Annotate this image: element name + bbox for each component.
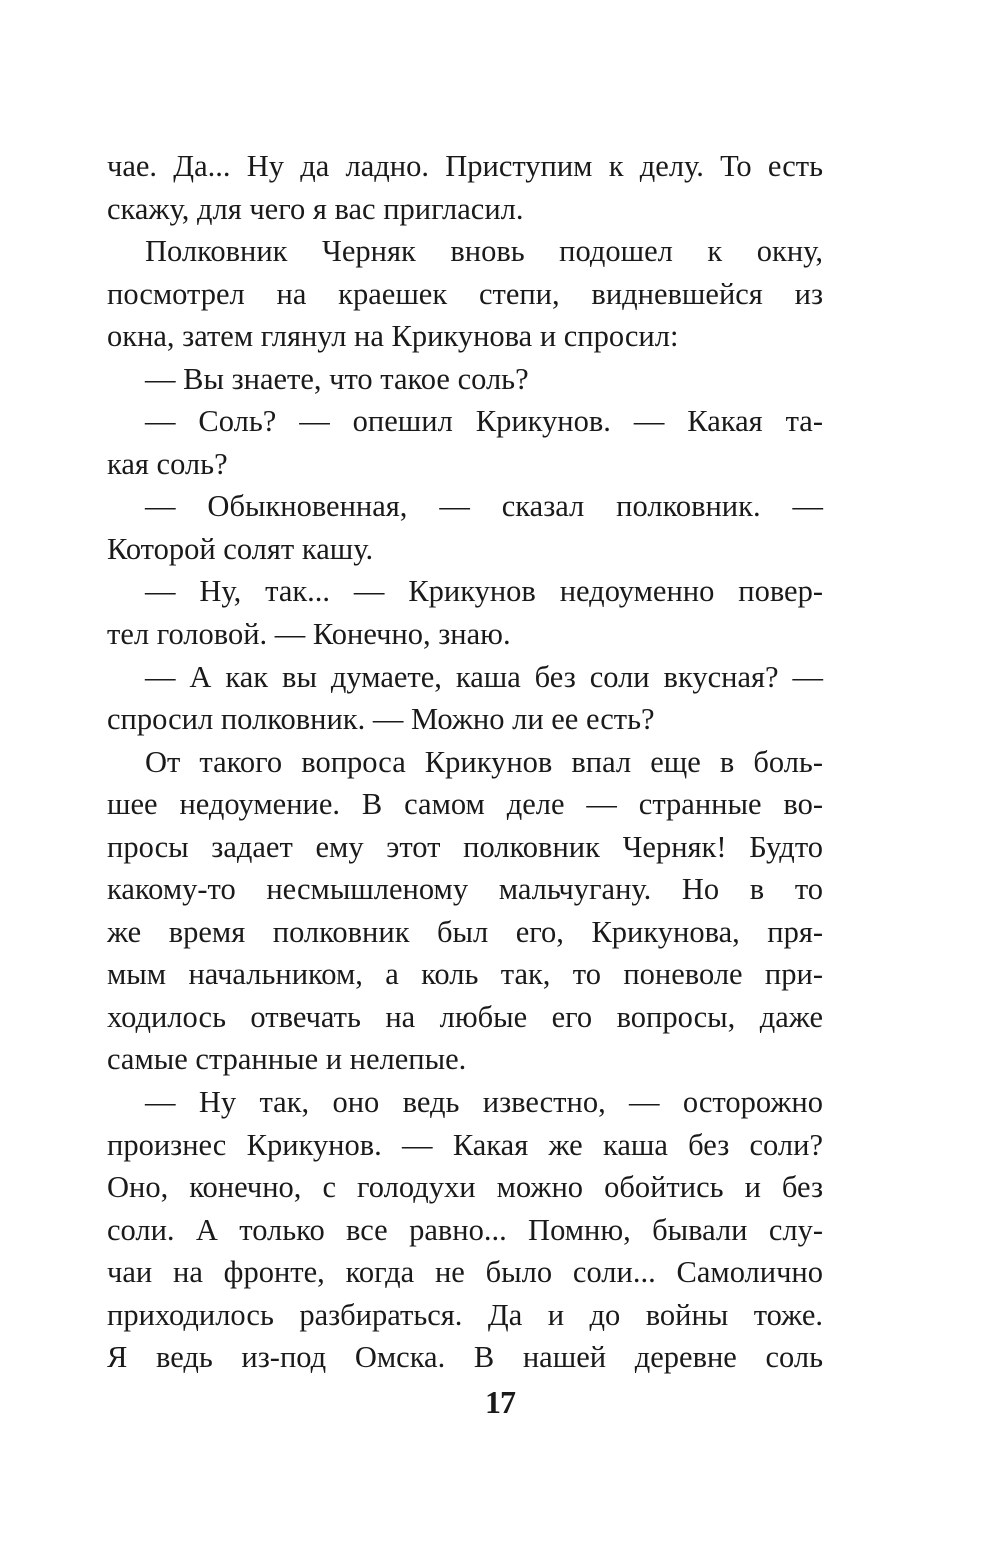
- text-line: Полковник Черняк вновь подошел к окну,: [145, 234, 823, 269]
- text-line: окна, затем глянул на Крикунова и спросил:: [107, 319, 679, 354]
- text-line: приходилось разбираться. Да и до войны тоже.: [107, 1297, 823, 1332]
- text-line: самые странные и нелепые.: [107, 1042, 467, 1077]
- text-line: Я ведь из-под Омска. В нашей деревне соль: [107, 1340, 823, 1375]
- page-number: 17: [485, 1384, 515, 1420]
- text-line: ходилось отвечать на любые его вопросы, даже: [107, 999, 823, 1034]
- text-line: какому-то несмышленому мальчугану. Но в то: [107, 872, 823, 907]
- text-line: просы задает ему этот полковник Черняк! Будто: [107, 829, 823, 864]
- text-line: — Соль? — опешил Крикунов. — Какая та-: [145, 404, 823, 439]
- text-line: скажу, для чего я вас пригласил.: [107, 191, 524, 226]
- text-line: соли. А только все равно... Помню, бывали слу-: [107, 1212, 823, 1247]
- text-line: — А как вы думаете, каша без соли вкусная? —: [145, 659, 823, 694]
- text-line: Которой солят кашу.: [107, 531, 374, 566]
- text-line: — Обыкновенная, — сказал полковник. —: [145, 489, 823, 524]
- text-line: От такого вопроса Крикунов впал еще в боль-: [145, 744, 823, 779]
- text-line: произнес Крикунов. — Какая же каша без соли?: [107, 1127, 823, 1162]
- text-line: кая соль?: [107, 446, 228, 481]
- text-line: спросил полковник. — Можно ли ее есть?: [107, 702, 655, 737]
- text-line: мым начальником, а коль так, то поневоле при-: [107, 957, 823, 992]
- text-line: тел головой. — Конечно, знаю.: [107, 617, 511, 652]
- text-line: Оно, конечно, с голодухи можно обойтись и без: [107, 1170, 823, 1205]
- text-line: шее недоумение. В самом деле — странные во-: [107, 787, 823, 822]
- text-line: посмотрел на краешек степи, видневшейся из: [107, 276, 823, 311]
- text-line: чаи на фронте, когда не было соли... Самолично: [107, 1255, 823, 1290]
- body-text: [107, 145, 823, 1379]
- text-line: чае. Да... Ну да ладно. Приступим к делу. То есть: [107, 149, 823, 183]
- text-line: же время полковник был его, Крикунова, пря-: [107, 914, 823, 949]
- text-line: — Ну, так... — Крикунов недоуменно повер-: [145, 574, 823, 609]
- text-line: — Ну так, оно ведь известно, — осторожно: [145, 1085, 823, 1120]
- text-line: — Вы знаете, что такое соль?: [145, 361, 529, 396]
